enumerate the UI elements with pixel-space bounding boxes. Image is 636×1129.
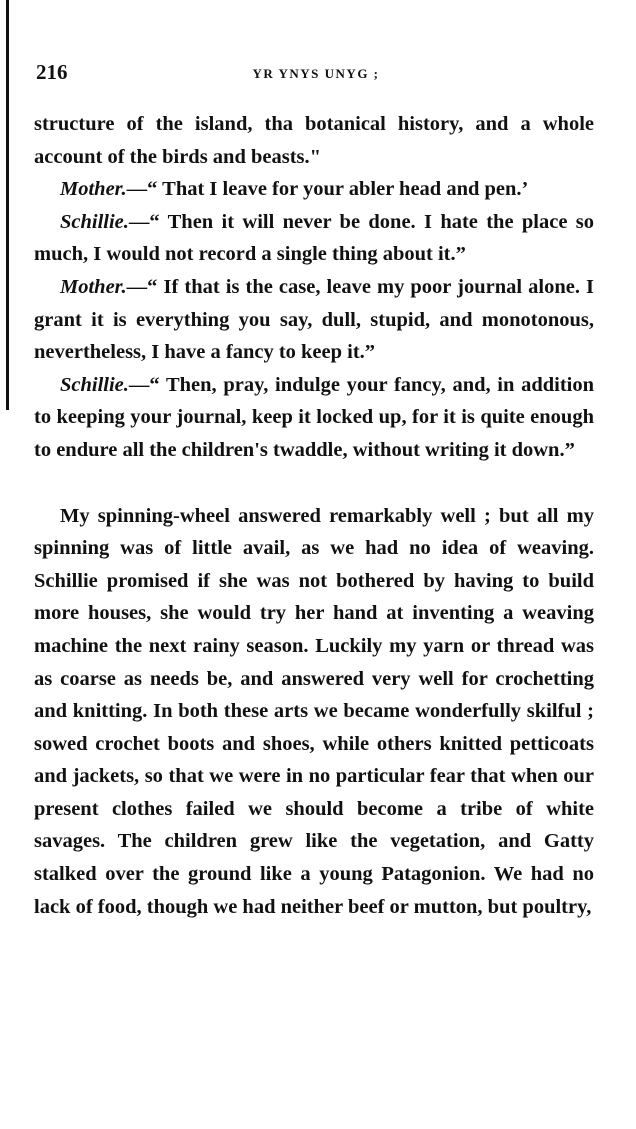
narrative-paragraph <box>34 500 594 924</box>
page-number: 216 <box>36 60 68 84</box>
binding-edge <box>6 0 9 410</box>
dialogue-mother-2 <box>34 271 594 369</box>
page-header <box>36 60 596 90</box>
body-text <box>34 108 594 923</box>
dialogue-mother-1 <box>34 173 594 206</box>
running-title: YR YNYS UNYG ; <box>252 66 380 81</box>
dialogue-text: —“ That I leave for your abler head and pen.’ <box>126 178 529 201</box>
dialogue-schillie-2 <box>34 369 594 467</box>
paragraph-text: My spinning-wheel answered remarkably well ; but all my spinning was of little avail, as we had no idea of weaving. Schillie promised if she was not bothered by having to build more houses, she would try her hand at inventing a weaving machine the next rainy season. Luckily my yarn or thread was as coarse as needs be, and answered very well for crochetting and knitting. In both these arts we became wonderfully skilful ; sowed crochet boots and shoes, while others knitted petticoats and jackets, so that we were in no particular fear that when our present clothes failed we should become a tribe of white savages. The children grew like the vegetation, and Gatty stalked over the ground like a young Patagonion. We had no lack of food, though we had neither beef or mutton, but poultry, <box>34 504 594 918</box>
dialogue-text: —“ Then it will never be done. I hate the place so much, I would not record a single thing about it.” <box>34 210 594 266</box>
paragraph-text: structure of the island, tha botanical history, and a whole account of the birds and beasts." <box>34 113 594 168</box>
paragraph-continuation <box>34 108 594 173</box>
speaker-label: Mother. <box>60 178 127 201</box>
dialogue-schillie-1 <box>34 206 594 271</box>
dialogue-text: —“ If that is the case, leave my poor journal alone. I grant it is everything you say, dull, stupid, and monotonous, nevertheless, I have a fancy to keep it.” <box>34 275 594 364</box>
speaker-label: Schillie. <box>60 210 129 233</box>
speaker-label: Schillie. <box>60 373 129 396</box>
speaker-label: Mother. <box>60 275 127 298</box>
dialogue-text: —“ Then, pray, indulge your fancy, and, in addition to keeping your journal, keep it locked up, for it is quite enough to endure all the children's twaddle, without writing it down.” <box>34 373 594 461</box>
